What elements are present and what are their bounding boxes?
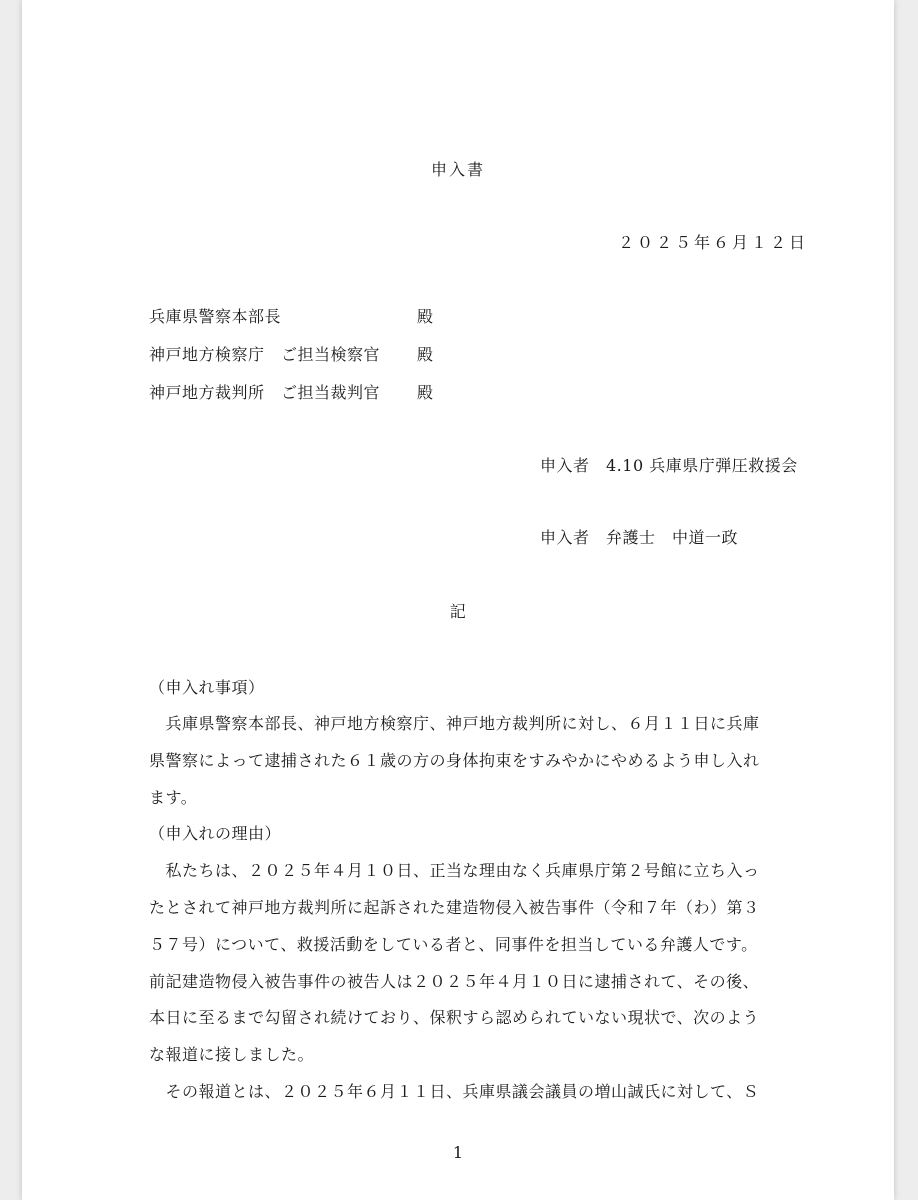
body-line: 兵庫県警察本部長、神戸地方検察庁、神戸地方裁判所に対し、６月１１日に兵庫	[149, 714, 760, 733]
body-line: ５７号）について、救援活動をしている者と、同事件を担当している弁護人です。	[149, 935, 758, 954]
body-line: な報道に接しました。	[149, 1045, 315, 1064]
section-heading-items: （申入れ事項）	[149, 678, 265, 697]
ki-heading: 記	[449, 602, 467, 621]
applicant-lawyer: 申入者 弁護士 中道一政	[540, 528, 739, 547]
body-line: 県警察によって逮捕された６１歳の方の身体拘束をすみやかにやめるよう申し入れ	[149, 751, 760, 770]
document-date: ２０２５年６月１２日	[617, 233, 808, 252]
body-line: 本日に至るまで勾留され続けており、保釈すら認められていない現状で、次のよう	[149, 1008, 760, 1027]
addressee-honorific: 殿	[417, 383, 434, 402]
addressee-honorific: 殿	[417, 307, 434, 326]
body-line: その報道とは、２０２５年６月１１日、兵庫県議会議員の増山誠氏に対して、Ｓ	[149, 1082, 760, 1101]
addressee-court: 神戸地方裁判所 ご担当裁判官	[149, 383, 381, 402]
body-line: 前記建造物侵入被告事件の被告人は２０２５年４月１０日に逮捕されて、その後、	[149, 972, 760, 991]
addressee-honorific: 殿	[417, 345, 434, 364]
document-page	[22, 0, 894, 1200]
addressee-police: 兵庫県警察本部長	[149, 307, 282, 326]
body-line: 私たちは、２０２５年４月１０日、正当な理由なく兵庫県庁第２号館に立ち入っ	[149, 861, 760, 880]
body-line: たとされて神戸地方裁判所に起訴された建造物侵入被告事件（令和７年（わ）第３	[149, 898, 760, 917]
body-line: ます。	[149, 788, 198, 807]
addressee-prosecutor: 神戸地方検察庁 ご担当検察官	[149, 345, 381, 364]
applicant-group: 申入者 4.10 兵庫県庁弾圧救援会	[540, 456, 798, 475]
document-title: 申入書	[430, 160, 485, 179]
page-number: 1	[452, 1143, 464, 1162]
section-heading-reasons: （申入れの理由）	[149, 824, 282, 843]
